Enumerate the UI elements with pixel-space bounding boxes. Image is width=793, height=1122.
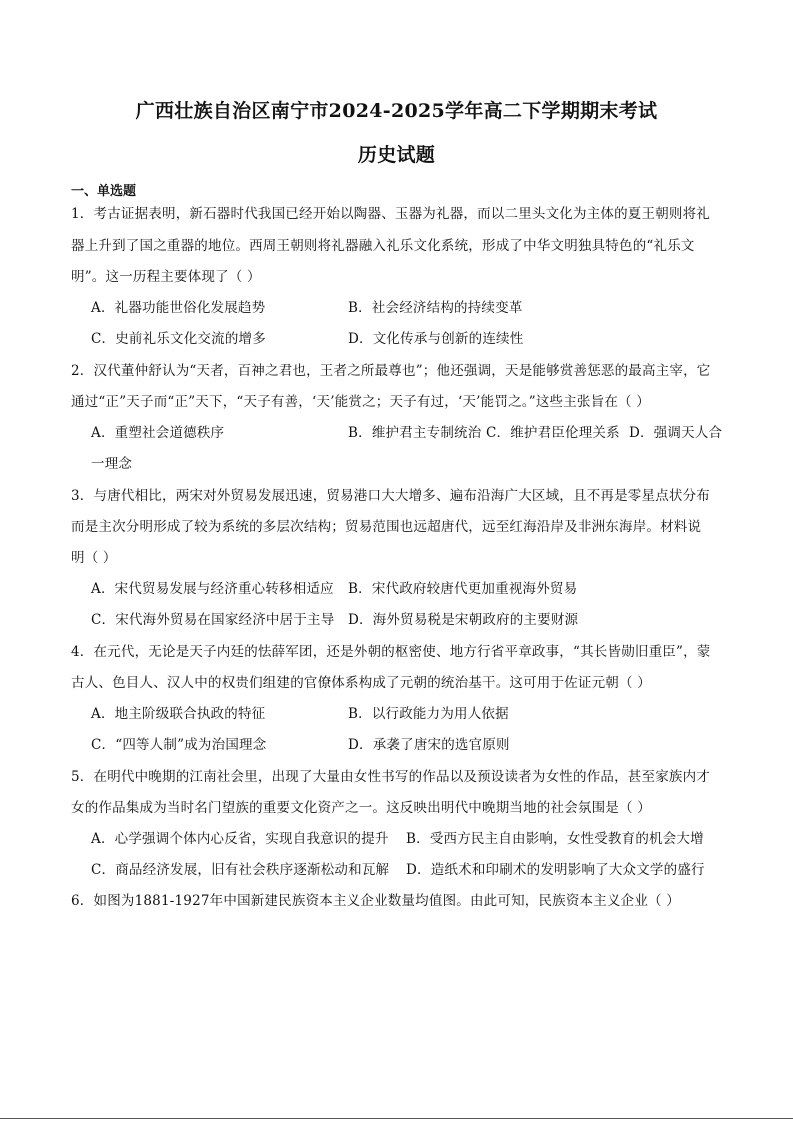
question-5-option-d: D．造纸术和印刷术的发明影响了大众文学的盛行 [406, 862, 705, 878]
question-1-line-2: 器上升到了国之重器的地位。西周王朝则将礼器融入礼乐文化系统，形成了中华文明独具特色的“礼乐文 [71, 238, 695, 254]
section-heading: 一、单选题 [71, 184, 137, 199]
question-3-line-3: 明（ ） [71, 550, 117, 566]
question-3-line-2: 而是主次分明形成了较为系统的多层次结构；贸易范围也远超唐代，远至红海沿岸及非洲东海岸。材料说 [71, 519, 702, 535]
question-5-option-b: B．受西方民主自由影响，女性受教育的机会大增 [406, 831, 704, 847]
question-3-option-d: D．海外贸易税是宋朝政府的主要财源 [348, 612, 579, 628]
question-4-option-d: D．承袭了唐宋的选官原则 [348, 737, 510, 753]
question-2-option-d: D．强调天人合 [629, 425, 723, 441]
question-3-option-c: C．宋代海外贸易在国家经济中居于主导 [91, 612, 335, 628]
exam-title: 广西壮族自治区南宁市2024-2025学年高二下学期期末考试 [135, 100, 658, 122]
question-1-option-c: C．史前礼乐文化交流的增多 [91, 331, 266, 347]
exam-subtitle: 历史试题 [357, 144, 436, 166]
question-1-option-d: D．文化传承与创新的连续性 [348, 331, 524, 347]
question-3-option-b: B．宋代政府较唐代更加重视海外贸易 [348, 581, 578, 597]
question-5-line-1: 5．在明代中晚期的江南社会里，出现了大量由女性书写的作品以及预设读者为女性的作品，甚至家族内才 [71, 769, 710, 785]
question-5-option-c: C．商品经济发展，旧有社会秩序逐渐松动和瓦解 [91, 862, 390, 878]
question-1-option-b: B．社会经济结构的持续变革 [348, 300, 523, 316]
question-2-line-2: 通过“正”天子而“正”天下，“天子有善，‘天’能赏之；天子有过，‘天’能罚之。”这些主张旨在（ ） [71, 394, 650, 410]
question-2-option-b: B．维护君主专制统治 [348, 425, 482, 441]
question-5-option-a: A．心学强调个体内心反省，实现自我意识的提升 [91, 831, 389, 847]
question-4-option-c: C．“四等人制”成为治国理念 [91, 737, 267, 753]
question-3-option-a: A．宋代贸易发展与经济重心转移相适应 [91, 581, 334, 597]
question-2-option-a: A．重塑社会道德秩序 [91, 425, 225, 441]
question-3-line-1: 3．与唐代相比，两宋对外贸易发展迅速，贸易港口大大增多、遍布沿海广大区域，且不再是零星点状分布 [71, 488, 710, 504]
question-2-option-d-cont: 一理念 [91, 456, 133, 472]
question-4-line-1: 4．在元代，无论是天子内廷的怯薛军团，还是外朝的枢密使、地方行省平章政事，“其长皆勋旧重臣”，蒙 [71, 644, 711, 660]
question-4-line-2: 古人、色目人、汉人中的权贵们组建的官僚体系构成了元朝的统治基干。这可用于佐证元朝（ ） [71, 675, 651, 691]
question-5-line-2: 女的作品集成为当时名门望族的重要文化资产之一。这反映出明代中晚期当地的社会氛围是（ ） [71, 800, 651, 816]
question-4-option-a: A．地主阶级联合执政的特征 [91, 706, 266, 722]
question-1-line-1: 1．考古证据表明，新石器时代我国已经开始以陶器、玉器为礼器，而以二里头文化为主体的夏王朝则将礼 [71, 206, 710, 222]
question-1-option-a: A．礼器功能世俗化发展趋势 [91, 300, 266, 316]
page-bottom-rule [0, 1118, 793, 1119]
question-4-option-b: B．以行政能力为用人依据 [348, 706, 509, 722]
question-1-line-3: 明”。这一历程主要体现了（ ） [71, 269, 261, 285]
question-2-option-c: C．维护君臣伦理关系 [486, 425, 620, 441]
question-6-line-1: 6．如图为1881-1927年中国新建民族资本主义企业数量均值图。由此可知，民族资本主义企业（ ） [71, 893, 680, 909]
question-2-line-1: 2．汉代董仲舒认为“天者，百神之君也，王者之所最尊也”；他还强调，天是能够赏善惩恶的最高主宰，它 [71, 363, 711, 379]
